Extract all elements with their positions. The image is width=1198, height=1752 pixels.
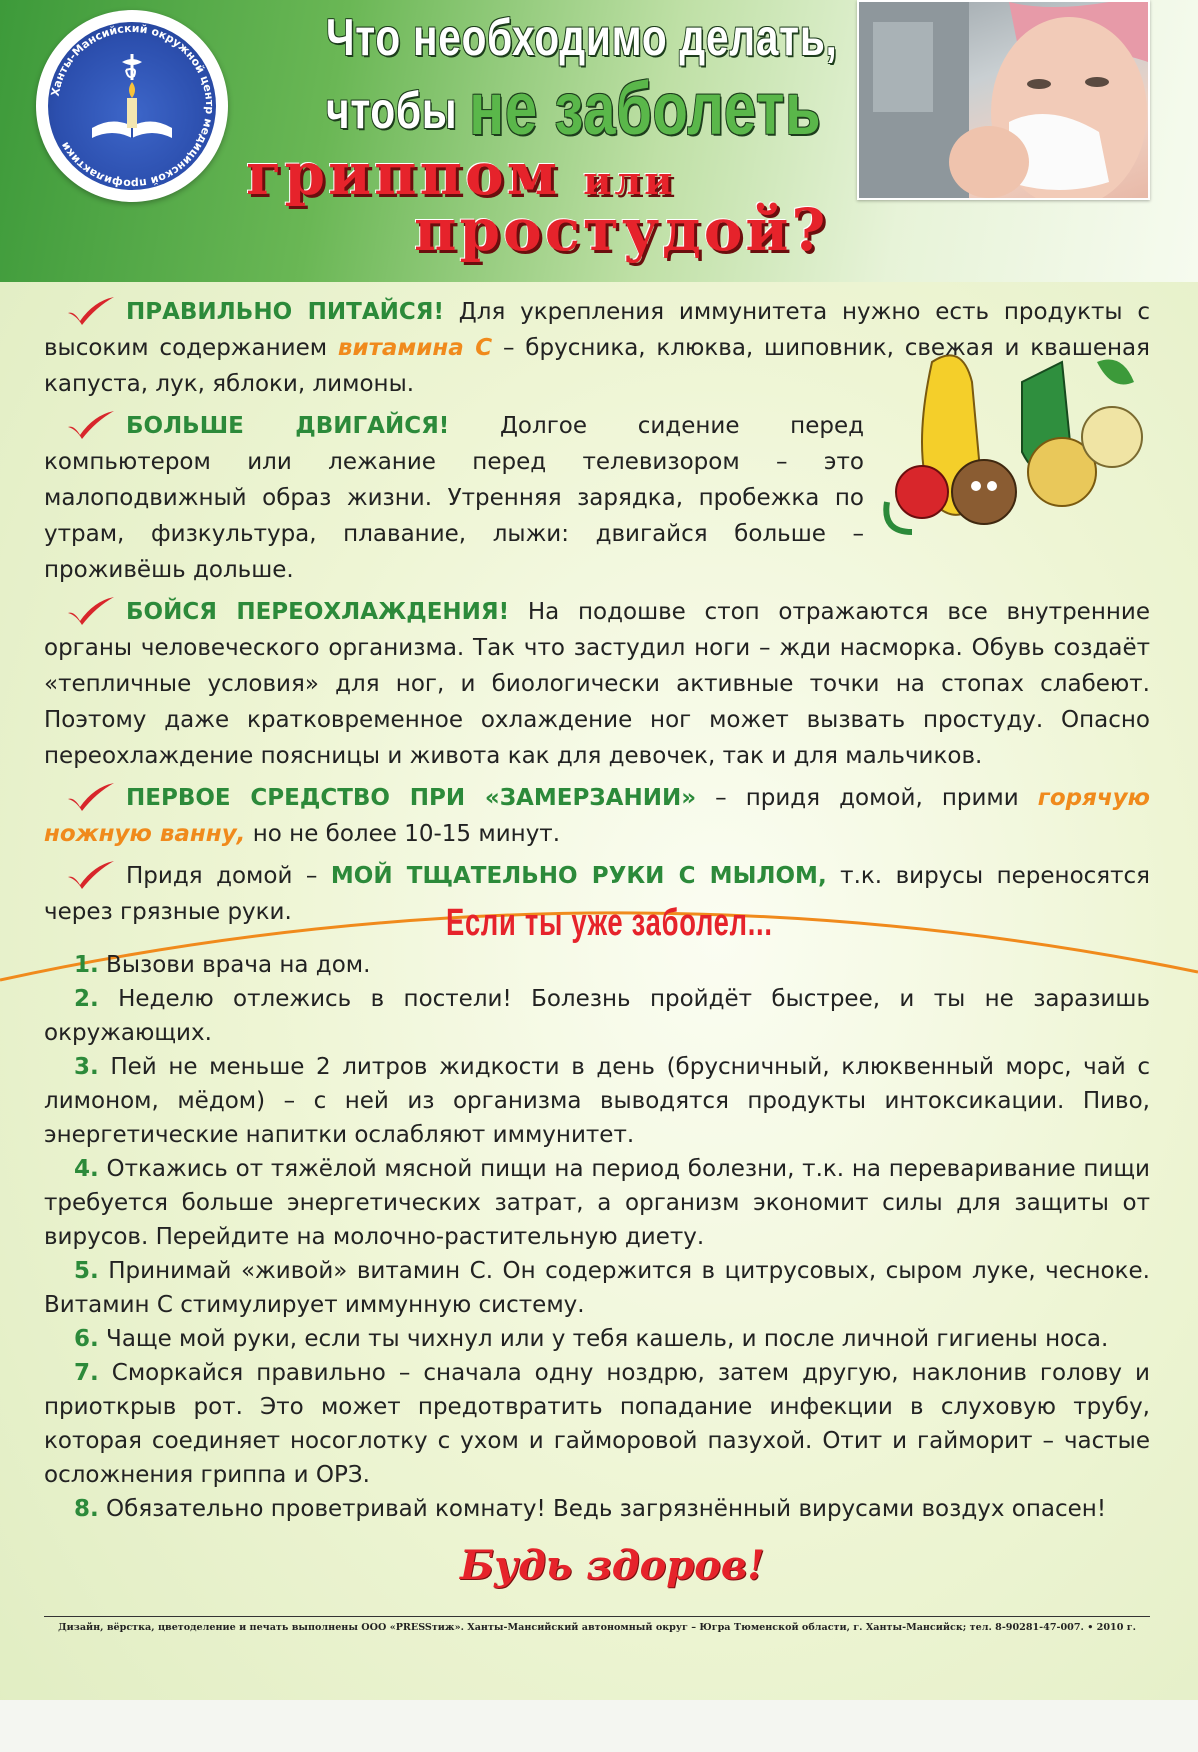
title-not-get-sick: не заболеть [469,67,822,150]
step-item: 4. Откажись от тяжёлой мясной пищи на период болезни, т.к. на переваривание пищи требуется больше энергетических затрат, а организм экономит силы для защиты от вирусов. Перейдите на молочно-растительную диету. [44,1156,1150,1250]
step-item: 5. Принимай «живой» витамин С. Он содержится в цитрусовых, сыром луке, чесноке. Витамин С стимулирует иммунную систему. [44,1258,1150,1318]
step-item: 8. Обязательно проветривай комнату! Ведь загрязнённый вирусами воздух опасен! [74,1496,1107,1522]
tip-wash-hands: Придя домой – МОЙ ТЩАТЕЛЬНО РУКИ С МЫЛОМ, т.к. вирусы переносятся через грязные руки. [44,858,1150,930]
imprint-footer: Дизайн, вёрстка, цветоделение и печать выполнены ООО «PRESSтиж». Ханты-Мансийский автономный округ – Югра Тюменской области, г. Ханты-Мансийск; тел. 8-90281-47-007. • 2010 г. [58,1622,1136,1633]
step-item: 3. Пей не меньше 2 литров жидкости в день (брусничный, клюквенный морс, чай с лимоном, мёдом) – с ней из организма выводятся продукты интоксикации. Пиво, энергетические напитки ослабляют иммунитет. [44,1054,1150,1148]
tip-hypothermia: БОЙСЯ ПЕРЕОХЛАЖДЕНИЯ! На подошве стоп отражаются все внутренние органы человеческого организма. Так что застудил ноги – жди насморка. Обувь создаёт «тепличные условия» для ног, и биологически активные точки на стопах слабеют. Поэтому даже кратковременное охлаждение ног может вызвать простуду. Опасно переохлаждение поясницы и живота как для девочек, так и для мальчиков. [44,594,1150,774]
title-line-2: чтобы не заболеть [326,67,822,150]
sneezing-girl-photo [857,0,1150,200]
if-sick-steps [44,948,1150,1526]
title-line-4: простудой? [414,196,829,264]
tip-freezing: ПЕРВОЕ СРЕДСТВО ПРИ «ЗАМЕРЗАНИИ» – придя домой, прими горячую ножную ванну, но не более 10-15 минут. [44,780,1150,852]
logo-ring-text: Ханты-Мансийский окружной центр медицинской профилактики [48,21,217,191]
check-mark-icon [66,295,116,325]
title-line-3: гриппом или [246,140,676,208]
section-title-if-sick: Если ты уже заболел... [446,902,773,944]
tip-nutrition: ПРАВИЛЬНО ПИТАЙСЯ! Для укрепления иммунитета нужно есть продукты с высоким содержанием витамина С – брусника, клюква, шиповник, свежая и квашеная капуста, лук, яблоки, лимоны. [44,294,1150,402]
check-mark-icon [66,409,116,439]
tips-section [44,294,1150,936]
bowl-of-hygieia-icon [122,54,142,80]
page-margin [0,1700,1198,1752]
header-banner [0,0,1198,282]
center-logo [36,10,228,202]
farewell-be-healthy: Будь здоров! [460,1542,765,1589]
check-mark-icon [66,781,116,811]
title-line-1: Что необходимо делать, [326,9,838,67]
step-item: 6. Чаще мой руки, если ты чихнул или у тебя кашель, и после личной гигиены носа. [74,1326,1109,1352]
step-item: 1. Вызови врача на дом. [74,952,371,978]
step-item: 7. Сморкайся правильно – сначала одну ноздрю, затем другую, наклонив голову и приоткрыв рот. Это может предотвратить попадание инфекции в слуховую трубу, которая соединяет носоглотку с ухом и гайморовой пазухой. Отит и гайморит – частые осложнения гриппа и ОРЗ. [44,1360,1150,1488]
footer-divider [44,1616,1150,1617]
check-mark-icon [66,595,116,625]
candle-icon [127,82,137,128]
step-item: 2. Неделю отлежись в постели! Болезнь пройдёт быстрее, и ты не заразишь окружающих. [44,986,1150,1046]
tip-movement: БОЛЬШЕ ДВИГАЙСЯ! Долгое сидение перед компьютером или лежание перед телевизором – это малоподвижный образ жизни. Утренняя зарядка, пробежка по утрам, физкультура, плавание, лыжи: двигайся больше – проживёшь дольше. [44,408,864,588]
